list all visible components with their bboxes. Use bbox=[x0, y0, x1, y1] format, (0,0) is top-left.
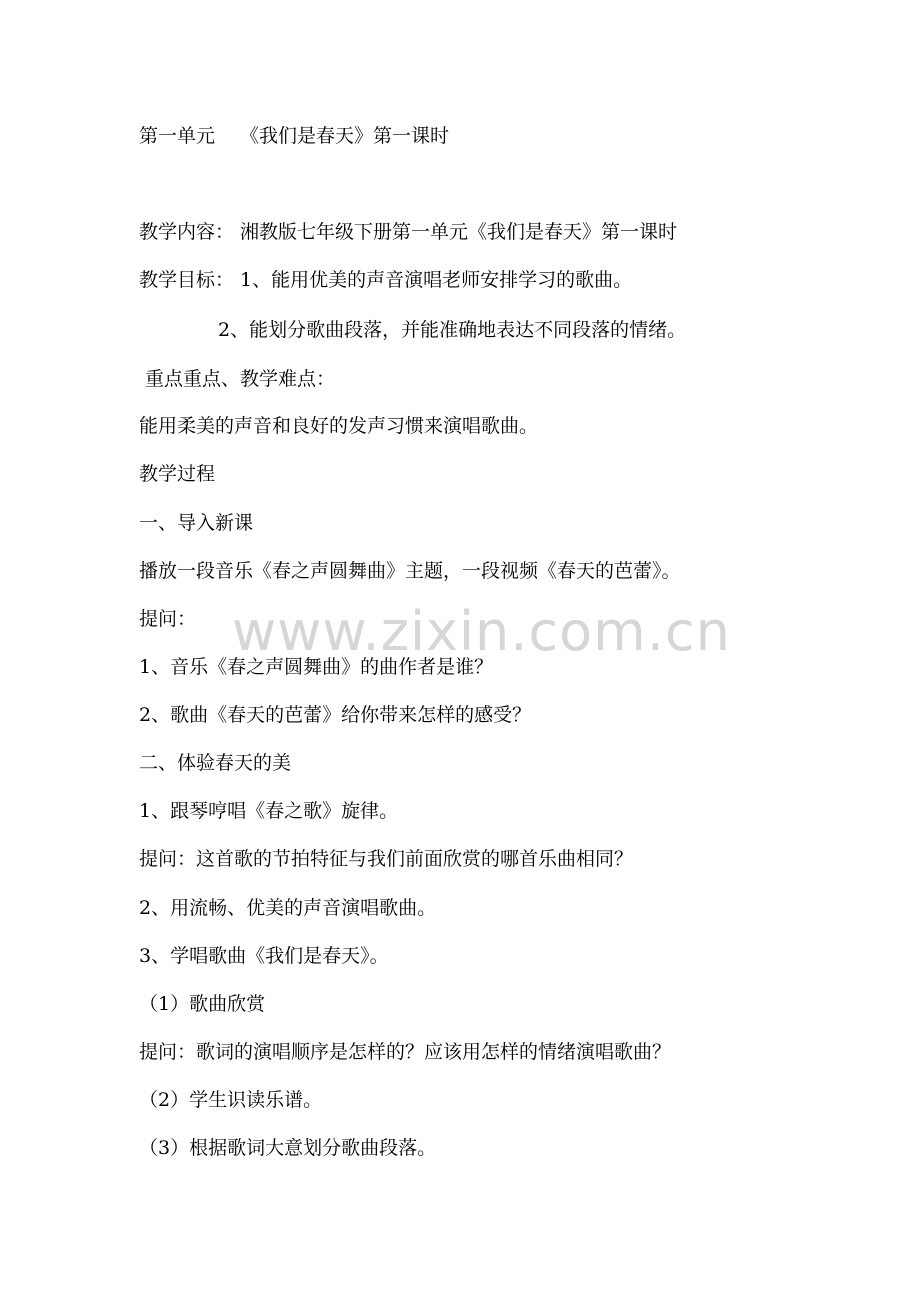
sub-item-1-question: 提问：歌词的演唱顺序是怎样的？应该用怎样的情绪演唱歌曲？ bbox=[139, 1041, 672, 1063]
section-2-item-1: 1、跟琴哼唱《春之歌》旋律。 bbox=[139, 800, 399, 822]
section-2-question: 提问：这首歌的节拍特征与我们前面欣赏的哪首乐曲相同？ bbox=[139, 848, 634, 870]
watermark-text: www.zixin.com.cn bbox=[232, 600, 731, 663]
teaching-process-heading: 教学过程 bbox=[139, 463, 216, 485]
sub-item-3: （3）根据歌词大意划分歌曲段落。 bbox=[139, 1137, 437, 1159]
sub-item-1: （1）歌曲欣赏 bbox=[139, 993, 266, 1015]
document-title: 第一单元 《我们是春天》第一课时 bbox=[139, 125, 450, 147]
teaching-goal-line-2: 2、能划分歌曲段落，并能准确地表达不同段落的情绪。 bbox=[218, 319, 687, 341]
teaching-content-line: 教学内容： 湘教版七年级下册第一单元《我们是春天》第一课时 bbox=[139, 221, 678, 243]
section-1-text: 播放一段音乐《春之声圆舞曲》主题，一段视频《春天的芭蕾》。 bbox=[139, 560, 681, 582]
question-label: 提问： bbox=[139, 608, 197, 630]
sub-item-2: （2）学生识读乐谱。 bbox=[139, 1089, 323, 1111]
question-1: 1、音乐《春之声圆舞曲》的曲作者是谁？ bbox=[139, 656, 494, 678]
key-difficulty-text: 能用柔美的声音和良好的发声习惯来演唱歌曲。 bbox=[139, 415, 539, 437]
section-1-heading: 一、导入新课 bbox=[139, 512, 254, 534]
section-2-heading: 二、体验春天的美 bbox=[139, 752, 292, 774]
section-2-item-3: 3、学唱歌曲《我们是春天》。 bbox=[139, 945, 389, 967]
question-2: 2、歌曲《春天的芭蕾》给你带来怎样的感受？ bbox=[139, 704, 532, 726]
teaching-goal-line-1: 教学目标： 1、能用优美的声音演唱老师安排学习的歌曲。 bbox=[139, 269, 633, 291]
section-2-item-2: 2、用流畅、优美的声音演唱歌曲。 bbox=[139, 897, 437, 919]
key-difficulty-heading: 重点重点、教学难点： bbox=[145, 368, 336, 390]
